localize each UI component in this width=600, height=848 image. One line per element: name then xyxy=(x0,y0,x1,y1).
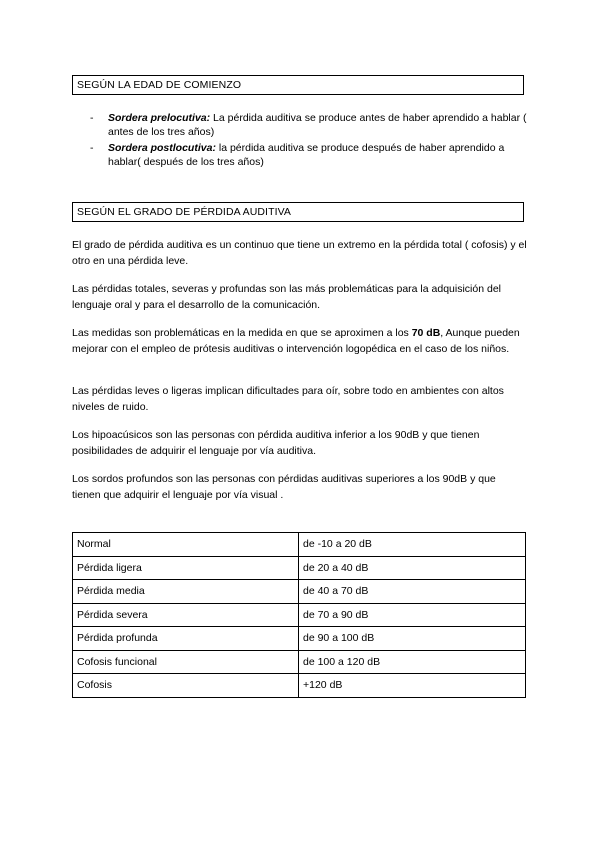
dash-bullet: - xyxy=(90,142,94,154)
bold-value: 70 dB xyxy=(411,327,441,339)
table-cell-range: de 100 a 120 dB xyxy=(299,650,526,674)
table-cell-label: Cofosis funcional xyxy=(73,650,299,674)
table-cell-label: Normal xyxy=(73,533,299,557)
table-cell-range: de -10 a 20 dB xyxy=(299,533,526,557)
table-cell-label: Pérdida profunda xyxy=(73,627,299,651)
term-label: Sordera prelocutiva: xyxy=(108,112,211,124)
table-cell-range: de 70 a 90 dB xyxy=(299,603,526,627)
paragraph-text: , Aunque pueden mejorar con el empleo de prótesis auditivas o intervención logopédica en el caso de los niños. xyxy=(72,327,520,355)
section-heading-edad: SEGÚN LA EDAD DE COMIENZO xyxy=(72,75,524,95)
section-heading-grado: SEGÚN EL GRADO DE PÉRDIDA AUDITIVA xyxy=(72,202,524,222)
paragraph: Los sordos profundos son las personas con pérdidas auditivas superiores a los 90dB y que tienen que adquirir el lenguaje por vía visual . xyxy=(72,473,496,501)
table-row xyxy=(73,580,526,604)
list-item xyxy=(90,111,530,139)
hearing-loss-table xyxy=(72,532,526,698)
paragraph: Las pérdidas totales, severas y profundas son las más problemáticas para la adquisición del lenguaje oral y para el desarrollo de la comunicación. xyxy=(72,283,501,311)
term-label: Sordera postlocutiva: xyxy=(108,142,216,154)
paragraph: Las pérdidas leves o ligeras implican dificultades para oír, sobre todo en ambientes con altos niveles de ruido. xyxy=(72,385,504,413)
table-cell-label: Pérdida ligera xyxy=(73,556,299,580)
term-definition: la pérdida auditiva se produce después de haber aprendido a hablar( después de los tres años) xyxy=(108,142,505,168)
table-cell-label: Cofosis xyxy=(73,674,299,698)
bullet-list xyxy=(90,111,530,171)
table-row xyxy=(73,533,526,557)
table-row xyxy=(73,674,526,698)
table-cell-label: Pérdida severa xyxy=(73,603,299,627)
paragraph: Los hipoacúsicos son las personas con pérdida auditiva inferior a los 90dB y que tienen posibilidades de adquirir el lenguaje por vía auditiva. xyxy=(72,429,480,457)
paragraph xyxy=(72,326,527,357)
paragraph: El grado de pérdida auditiva es un continuo que tiene un extremo en la pérdida total ( cofosis) y el otro en una pérdida leve. xyxy=(72,239,527,267)
table-row xyxy=(73,603,526,627)
list-item xyxy=(90,141,530,169)
table-cell-label: Pérdida media xyxy=(73,580,299,604)
table-cell-range: de 20 a 40 dB xyxy=(299,556,526,580)
dash-bullet: - xyxy=(90,112,94,124)
table-cell-range: de 90 a 100 dB xyxy=(299,627,526,651)
table-row xyxy=(73,650,526,674)
table-row xyxy=(73,556,526,580)
paragraph-text: Las medidas son problemáticas en la medida en que se aproximen a los xyxy=(72,327,412,339)
table-cell-range: de 40 a 70 dB xyxy=(299,580,526,604)
term-definition: La pérdida auditiva se produce antes de haber aprendido a hablar ( antes de los tres años) xyxy=(108,112,527,138)
table-cell-range: +120 dB xyxy=(299,674,526,698)
table-row xyxy=(73,627,526,651)
